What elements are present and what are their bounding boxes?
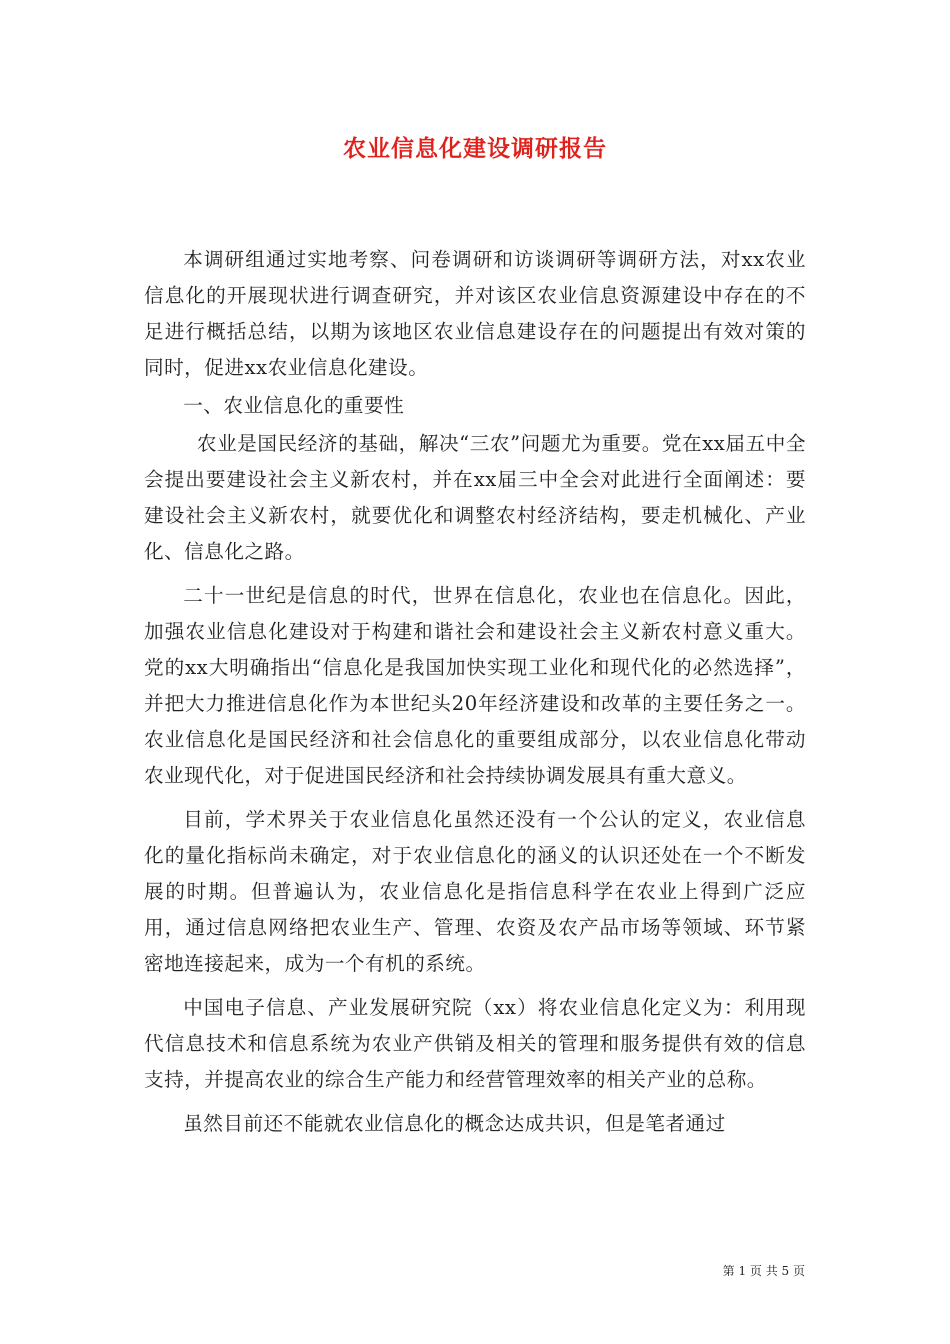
paragraph-definition-status: 目前，学术界关于农业信息化虽然还没有一个公认的定义，农业信息化的量化指标尚未确定，对于农业信息化的涵义的认识还处在一个不断发展的时期。但普遍认为，农业信息化是指信息科学在农业上得到广泛应用，通过信息网络把农业生产、管理、农资及农产品市场等领域、环节紧密地连接起来，成为一个有机的系统。 — [144, 808, 806, 975]
document-body — [144, 242, 806, 1142]
paragraph-consensus: 虽然目前还不能就农业信息化的概念达成共识，但是笔者通过 — [183, 1112, 726, 1135]
paragraph-information-era: 二十一世纪是信息的时代，世界在信息化，农业也在信息化。因此，加强农业信息化建设对于构建和谐社会和建设社会主义新农村意义重大。党的xx大明确指出“信息化是我国加快实现工业化和现代化的必然选择”，并把大力推进信息化作为本世纪头20年经济建设和改革的主要任务之一。农业信息化是国民经济和社会信息化的重要组成部分，以农业信息化带动农业现代化，对于促进国民经济和社会持续协调发展具有重大意义。 — [144, 584, 806, 787]
document-title: 农业信息化建设调研报告 — [343, 135, 607, 162]
paragraph-intro: 本调研组通过实地考察、问卷调研和访谈调研等调研方法，对xx农业信息化的开展现状进行调查研究，并对该区农业信息资源建设中存在的不足进行概括总结，以期为该地区农业信息建设存在的问题提出有效对策的同时，促进xx农业信息化建设。 — [144, 248, 806, 379]
paragraph-institute-definition: 中国电子信息、产业发展研究院（xx）将农业信息化定义为：利用现代信息技术和信息系统为农业产供销及相关的管理和服务提供有效的信息支持，并提高农业的综合生产能力和经营管理效率的相关产业的总称。 — [144, 996, 806, 1091]
paragraph-agriculture-foundation: 农业是国民经济的基础，解决“三农”问题尤为重要。党在xx届五中全会提出要建设社会主义新农村，并在xx届三中全会对此进行全面阐述：要建设社会主义新农村，就要优化和调整农村经济结构，要走机械化、产业化、信息化之路。 — [144, 432, 806, 563]
page-number-footer: 第 1 页 共 5 页 — [722, 1264, 805, 1278]
section-heading: 一、农业信息化的重要性 — [183, 394, 405, 417]
